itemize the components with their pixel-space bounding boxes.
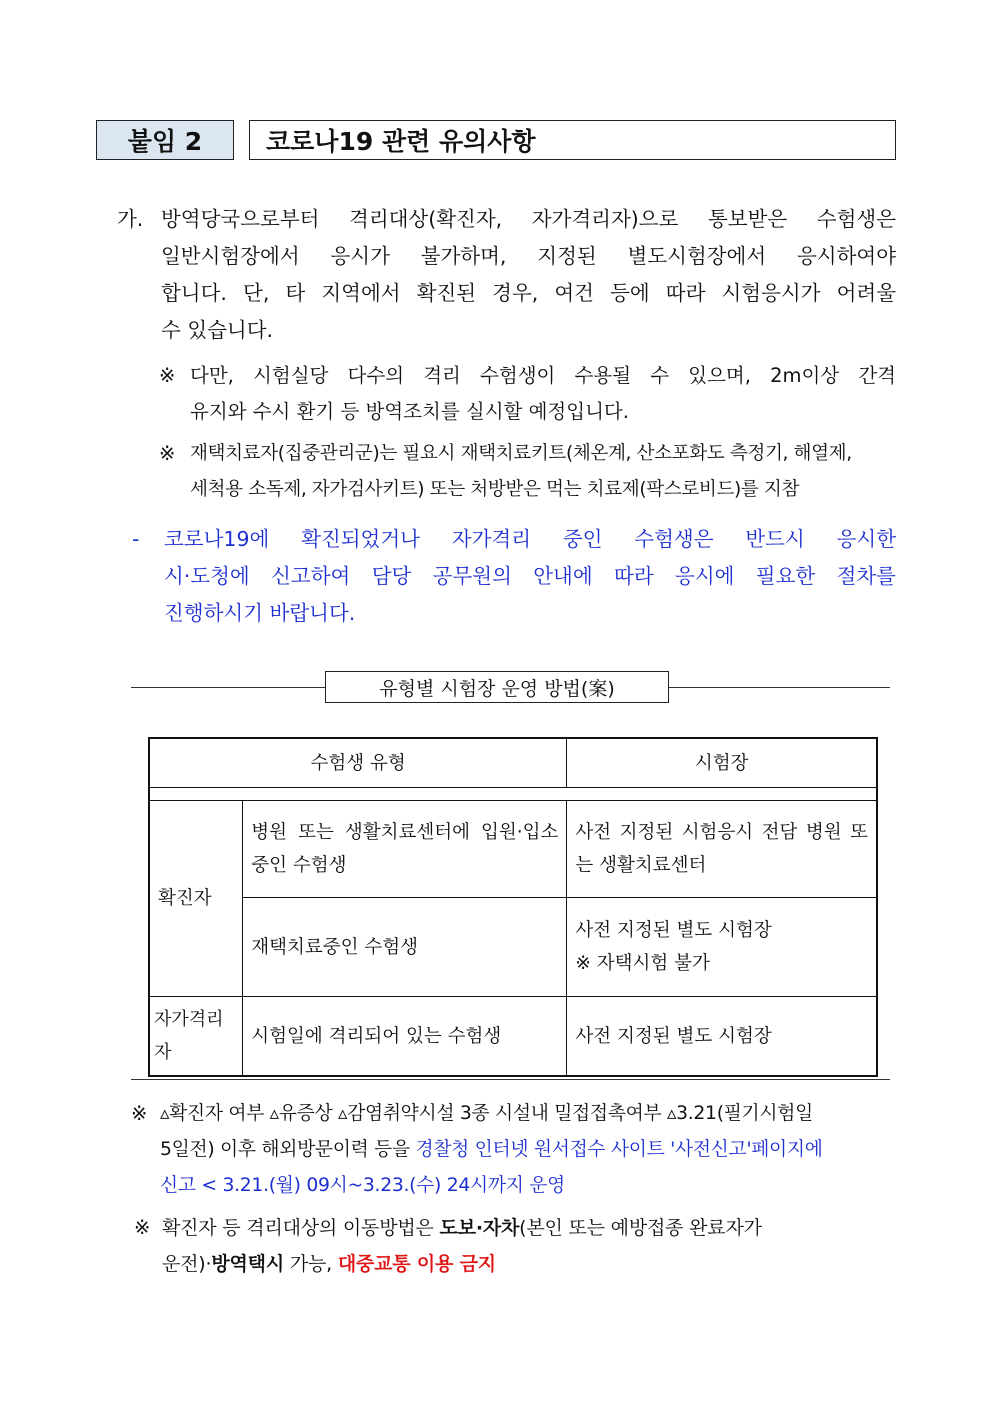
col-header-venue: 시험장 <box>567 738 877 788</box>
section-ga-line: 방역당국으로부터 격리대상(확진자, 자가격리자)으로 통보받은 수험생은 <box>161 207 896 231</box>
footer-note-text: 운전)· <box>162 1253 212 1275</box>
section-ga-body <box>161 201 896 349</box>
note-mark: ※ <box>159 364 176 387</box>
section-ga-line: 수 있습니다. <box>161 318 274 342</box>
table-bottom-rule <box>131 1079 890 1080</box>
group-self-quarantine: 자가격리자 <box>149 997 243 1077</box>
note-mark: ※ <box>159 442 176 465</box>
venue-line: ※ 자택시험 불가 <box>575 953 710 974</box>
dash-mark: - <box>132 527 140 551</box>
page-title: 코로나19 관련 유의사항 <box>249 120 896 160</box>
footer-note-highlight: 경찰청 인터넷 원서접수 사이트 '사전신고'페이지에 <box>415 1139 823 1160</box>
table-row <box>149 997 877 1077</box>
footer-note-line: 신고 < 3.21.(월) 09시~3.23.(수) 24시까지 운영 <box>160 1175 565 1196</box>
footer-note-line <box>162 1246 896 1282</box>
footer-note-text: (본인 또는 예방접종 완료자가 <box>519 1217 762 1239</box>
venue-cell: 사전 지정된 시험응시 전담 병원 또는 생활치료센터 <box>567 801 877 898</box>
footer-note-text: 가능, <box>289 1253 332 1275</box>
header-separator <box>149 788 877 801</box>
col-header-type: 수험생 유형 <box>149 738 567 788</box>
group-confirmed: 확진자 <box>149 801 243 997</box>
table-header-row <box>149 738 877 788</box>
venue-table <box>148 737 878 1077</box>
dash-line: 코로나19에 확진되었거나 자가격리 중인 수험생은 반드시 응시한 <box>164 527 896 551</box>
table-caption: 유형별 시험장 운영 방법(案) <box>325 671 669 703</box>
footer-note-bold: 도보·자차 <box>439 1217 520 1239</box>
venue-cell: 사전 지정된 별도 시험장 <box>567 997 877 1077</box>
footer-note-line <box>160 1132 896 1168</box>
note-line: 재택치료자(집중관리군)는 필요시 재택치료키트(체온계, 산소포화도 측정기, 해열제, <box>190 443 852 464</box>
footer-note-text: 확진자 등 격리대상의 이동방법은 <box>162 1217 434 1239</box>
note-line: 세척용 소독제, 자가검사키트) 또는 처방받은 먹는 치료제(팍스로비드)를 지참 <box>190 479 800 500</box>
note-1 <box>190 358 896 430</box>
footer-note-mark: ※ <box>134 1216 151 1239</box>
footer-note-bold: 방역택시 <box>211 1253 284 1275</box>
footer-note-warning: 대중교통 이용 금지 <box>337 1253 496 1275</box>
type-cell: 병원 또는 생활치료센터에 입원·입소 중인 수험생 <box>243 801 567 898</box>
note-line: 유지와 수시 환기 등 방역조치를 실시할 예정입니다. <box>190 400 629 423</box>
dash-line: 진행하시기 바랍니다. <box>164 601 356 625</box>
table-row <box>149 801 877 898</box>
type-cell: 시험일에 격리되어 있는 수험생 <box>243 997 567 1077</box>
section-ga-line: 합니다. 단, 타 지역에서 확진된 경우, 여건 등에 따라 시험응시가 어려울 <box>161 281 896 305</box>
type-cell: 재택치료중인 수험생 <box>243 898 567 997</box>
note-line: 다만, 시험실당 다수의 격리 수험생이 수용될 수 있으며, 2m이상 간격 <box>190 364 896 387</box>
note-2 <box>190 436 896 508</box>
footer-note-line: ▵확진자 여부 ▵유증상 ▵감염취약시설 3종 시설내 밀접접촉여부 ▵3.21(필기시험일 <box>160 1103 813 1124</box>
dash-line: 시·도청에 신고하여 담당 공무원의 안내에 따라 응시에 필요한 절차를 <box>164 564 896 588</box>
section-ga-line: 일반시험장에서 응시가 불가하며, 지정된 별도시험장에서 응시하여야 <box>161 244 896 268</box>
section-marker: 가. <box>117 207 144 231</box>
footer-note-1 <box>160 1096 896 1204</box>
footer-note-line <box>162 1210 896 1246</box>
footer-note-text: 5일전) 이후 해외방문이력 등을 <box>160 1139 410 1160</box>
venue-cell <box>567 898 877 997</box>
table-row <box>149 898 877 997</box>
attachment-label: 붙임 2 <box>96 120 234 160</box>
venue-line: 사전 지정된 별도 시험장 <box>575 920 772 941</box>
dash-note <box>164 521 896 632</box>
footer-note-mark: ※ <box>131 1102 148 1125</box>
footer-note-2 <box>162 1210 896 1282</box>
